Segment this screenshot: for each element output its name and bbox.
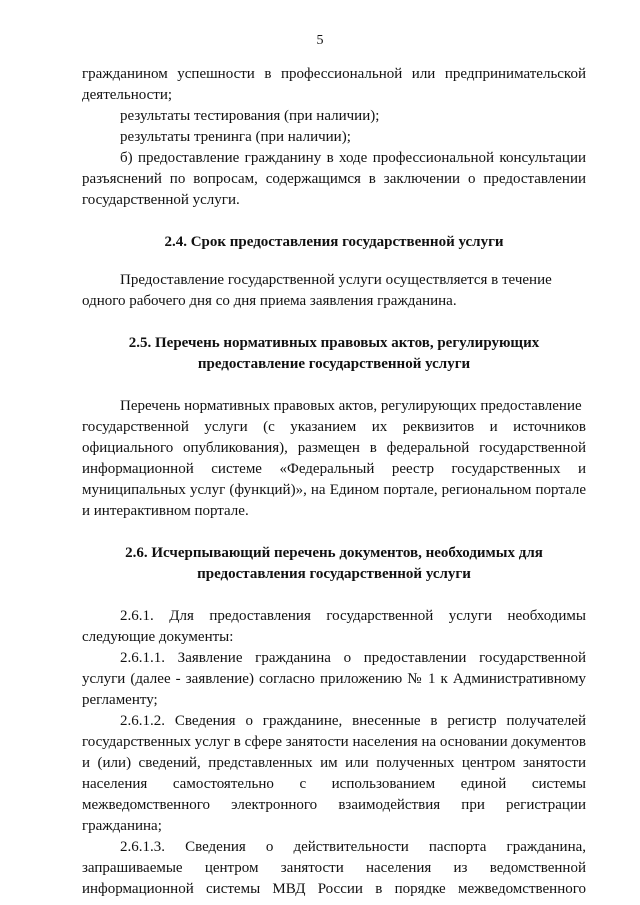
document-body <box>82 64 586 900</box>
section-heading-2-6-cont: предоставления государственной услуги <box>197 566 471 582</box>
text-line: межведомственного электронного взаимодействия при регистрации <box>82 797 586 813</box>
text-line: 2.6.1.3. Сведения о действительности паспорта гражданина, <box>120 839 586 855</box>
text-line: одного рабочего дня со дня приема заявления гражданина. <box>82 293 457 309</box>
text-line: информационной системе «Федеральный реестр государственных и <box>82 461 586 477</box>
text-line: муниципальных услуг (функций)», на Едином портале, региональном портале <box>82 482 586 498</box>
text-line: населения самостоятельно с использованием единой системы <box>82 776 586 792</box>
text-line: деятельности; <box>82 87 173 103</box>
text-line: гражданином успешности в профессиональной или предпринимательской <box>82 66 586 82</box>
text-line: запрашиваемые центром занятости населения из ведомственной <box>82 860 586 876</box>
text-line: государственной услуги (с указанием их реквизитов и источников <box>82 419 586 435</box>
text-line: государственных услуг в сфере занятости населения на основании документов <box>82 734 586 750</box>
text-line: 2.6.1.1. Заявление гражданина о предоставлении государственной <box>120 650 586 666</box>
text-line: 2.6.1.2. Сведения о гражданине, внесенные в регистр получателей <box>120 713 586 729</box>
text-line: б) предоставление гражданину в ходе профессиональной консультации <box>120 150 586 166</box>
page-number: 5 <box>316 33 324 48</box>
text-line: регламенту; <box>82 692 158 708</box>
text-line: Перечень нормативных правовых актов, регулирующих предоставление <box>120 398 582 414</box>
text-line: и (или) сведений, представленных им или полученных центром занятости <box>82 755 586 771</box>
text-line: Предоставление государственной услуги осуществляется в течение <box>120 272 552 288</box>
text-line: результаты тренинга (при наличии); <box>120 129 351 145</box>
text-line: результаты тестирования (при наличии); <box>120 108 380 124</box>
section-heading-2-5: 2.5. Перечень нормативных правовых актов, регулирующих <box>128 335 540 351</box>
section-heading-2-5-cont: предоставление государственной услуги <box>197 356 471 372</box>
text-line: государственной услуги. <box>82 192 240 208</box>
text-line: гражданина; <box>82 818 162 834</box>
section-heading-2-4: 2.4. Срок предоставления государственной услуги <box>164 234 504 250</box>
section-heading-2-6: 2.6. Исчерпывающий перечень документов, необходимых для <box>125 545 543 561</box>
text-line: официального опубликования), размещен в федеральной государственной <box>82 440 586 456</box>
text-line: и интерактивном портале. <box>82 503 249 519</box>
text-line: разъяснений по вопросам, содержащимся в заключении о предоставлении <box>82 171 586 187</box>
text-line: информационной системы МВД России в порядке межведомственного <box>82 881 586 897</box>
text-line: следующие документы: <box>82 629 234 645</box>
text-line: 2.6.1. Для предоставления государственной услуги необходимы <box>120 608 586 624</box>
text-line: услуги (далее - заявление) согласно приложению № 1 к Административному <box>82 671 586 687</box>
